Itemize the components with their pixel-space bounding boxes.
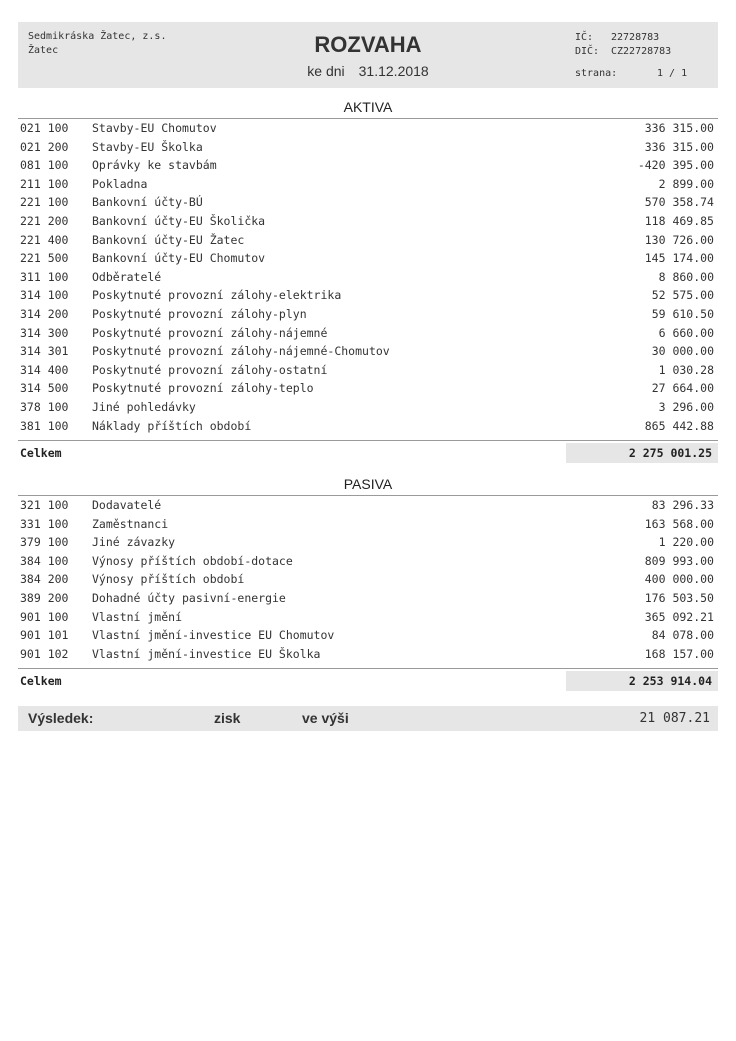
result-kind: zisk [214, 710, 241, 726]
result-bar [18, 706, 718, 731]
table-row [20, 552, 714, 571]
account-amount: 8 860.00 [658, 269, 714, 284]
account-description: Pokladna [92, 176, 148, 191]
table-row [20, 398, 714, 417]
ic-value: 22728783 [611, 32, 660, 43]
table-row [20, 570, 714, 589]
account-description: Vlastní jmění-investice EU Školka [92, 646, 321, 661]
account-amount: 59 610.50 [651, 306, 714, 321]
table-row [20, 231, 714, 250]
account-description: Poskytnuté provozní zálohy-nájemné-Chomutov [92, 344, 390, 359]
account-description: Odběratelé [92, 269, 162, 284]
account-code: 221 400 [20, 232, 69, 247]
account-description: Zaměstnanci [92, 516, 169, 531]
page-label: strana: [575, 68, 618, 79]
result-amount: 21 087.21 [639, 711, 710, 726]
account-description: Vlastní jmění [92, 609, 183, 624]
account-amount: 30 000.00 [651, 344, 714, 359]
account-amount: 1 220.00 [658, 535, 714, 550]
aktiva-bottom-rule [18, 440, 718, 441]
account-description: Bankovní účty-BÚ [92, 195, 203, 210]
account-amount: 84 078.00 [651, 628, 714, 643]
account-description: Bankovní účty-EU Chomutov [92, 251, 266, 266]
table-row [20, 286, 714, 305]
account-description: Náklady příštích období [92, 418, 252, 433]
dic-value: CZ22728783 [611, 46, 672, 57]
account-description: Poskytnuté provozní zálohy-plyn [92, 306, 307, 321]
account-description: Poskytnuté provozní zálohy-elektrika [92, 288, 342, 303]
aktiva-table [20, 119, 714, 435]
pasiva-title: PASIVA [343, 476, 393, 492]
account-amount: 3 296.00 [658, 399, 714, 414]
account-description: Bankovní účty-EU Školička [92, 213, 266, 228]
account-code: 211 100 [20, 176, 69, 191]
account-code: 384 100 [20, 553, 69, 568]
document-header [18, 22, 718, 88]
account-code: 314 300 [20, 325, 69, 340]
account-code: 379 100 [20, 535, 69, 550]
account-code: 221 500 [20, 251, 69, 266]
dic-label: DIČ: [575, 46, 600, 57]
identifiers-block [575, 31, 671, 59]
table-row [20, 626, 714, 645]
account-code: 331 100 [20, 516, 69, 531]
account-description: Bankovní účty-EU Žatec [92, 232, 245, 247]
organization-name: Sedmikráska Žatec, z.s. [28, 31, 167, 42]
aktiva-total-value: 2 275 001.25 [566, 443, 718, 463]
result-label: Výsledek: [28, 710, 94, 726]
account-code: 314 500 [20, 381, 69, 396]
account-amount: 2 899.00 [658, 176, 714, 191]
account-amount: 865 442.88 [644, 418, 714, 433]
pasiva-bottom-rule [18, 668, 718, 669]
account-code: 314 100 [20, 288, 69, 303]
account-amount: 163 568.00 [644, 516, 714, 531]
table-row [20, 175, 714, 194]
account-amount: 1 030.28 [658, 362, 714, 377]
table-row [20, 119, 714, 138]
account-description: Stavby-EU Chomutov [92, 121, 217, 135]
account-code: 311 100 [20, 269, 69, 284]
account-description: Dohadné účty pasivní-energie [92, 590, 286, 605]
table-row [20, 533, 714, 552]
table-row [20, 305, 714, 324]
account-amount: -420 395.00 [637, 158, 714, 173]
pasiva-total-value: 2 253 914.04 [566, 671, 718, 691]
account-description: Výnosy příštích období-dotace [92, 553, 293, 568]
account-code: 314 301 [20, 344, 69, 359]
table-row [20, 193, 714, 212]
account-code: 381 100 [20, 418, 69, 433]
account-description: Jiné pohledávky [92, 399, 196, 414]
account-amount: 400 000.00 [644, 572, 714, 587]
table-row [20, 589, 714, 608]
table-row [20, 515, 714, 534]
table-row [20, 156, 714, 175]
account-amount: 809 993.00 [644, 553, 714, 568]
table-row [20, 249, 714, 268]
account-amount: 336 315.00 [644, 139, 714, 154]
account-code: 021 100 [20, 121, 69, 135]
table-row [20, 268, 714, 287]
account-code: 901 100 [20, 609, 69, 624]
account-amount: 176 503.50 [644, 590, 714, 605]
account-amount: 6 660.00 [658, 325, 714, 340]
account-code: 378 100 [20, 399, 69, 414]
table-row [20, 608, 714, 627]
table-row [20, 645, 714, 664]
account-amount: 168 157.00 [644, 646, 714, 661]
account-amount: 336 315.00 [644, 121, 714, 135]
account-description: Poskytnuté provozní zálohy-ostatní [92, 362, 328, 377]
aktiva-total-label: Celkem [20, 446, 62, 460]
page-number [575, 68, 687, 79]
account-code: 314 400 [20, 362, 69, 377]
account-code: 389 200 [20, 590, 69, 605]
table-row [20, 361, 714, 380]
account-code: 221 200 [20, 213, 69, 228]
table-row [20, 342, 714, 361]
table-row [20, 324, 714, 343]
table-row [20, 417, 714, 436]
account-code: 221 100 [20, 195, 69, 210]
account-description: Jiné závazky [92, 535, 176, 550]
organization-city: Žatec [28, 45, 59, 56]
account-code: 314 200 [20, 306, 69, 321]
pasiva-total-label: Celkem [20, 674, 62, 688]
account-amount: 570 358.74 [644, 195, 714, 210]
result-in-amount: ve výši [302, 710, 349, 726]
account-code: 081 100 [20, 158, 69, 173]
account-code: 384 200 [20, 572, 69, 587]
table-row [20, 496, 714, 515]
account-description: Výnosy příštích období [92, 572, 245, 587]
aktiva-title: AKTIVA [343, 99, 393, 115]
account-description: Stavby-EU Školka [92, 139, 203, 154]
date-prefix: ke dni [307, 63, 345, 79]
account-amount: 130 726.00 [644, 232, 714, 247]
page-value: 1 / 1 [657, 68, 688, 79]
account-amount: 52 575.00 [651, 288, 714, 303]
account-amount: 118 469.85 [644, 213, 714, 228]
account-description: Dodavatelé [92, 498, 162, 512]
balance-date: 31.12.2018 [358, 63, 429, 79]
account-amount: 145 174.00 [644, 251, 714, 266]
ic-label: IČ: [575, 32, 594, 43]
account-description: Vlastní jmění-investice EU Chomutov [92, 628, 335, 643]
account-code: 901 102 [20, 646, 69, 661]
account-amount: 83 296.33 [651, 498, 714, 512]
account-code: 021 200 [20, 139, 69, 154]
account-code: 901 101 [20, 628, 69, 643]
account-amount: 27 664.00 [651, 381, 714, 396]
account-amount: 365 092.21 [644, 609, 714, 624]
account-code: 321 100 [20, 498, 69, 512]
account-description: Poskytnuté provozní zálohy-teplo [92, 381, 314, 396]
table-row [20, 138, 714, 157]
account-description: Poskytnuté provozní zálohy-nájemné [92, 325, 328, 340]
document-title: ROZVAHA [314, 32, 422, 57]
account-description: Oprávky ke stavbám [92, 158, 217, 173]
pasiva-table [20, 496, 714, 663]
table-row [20, 379, 714, 398]
table-row [20, 212, 714, 231]
